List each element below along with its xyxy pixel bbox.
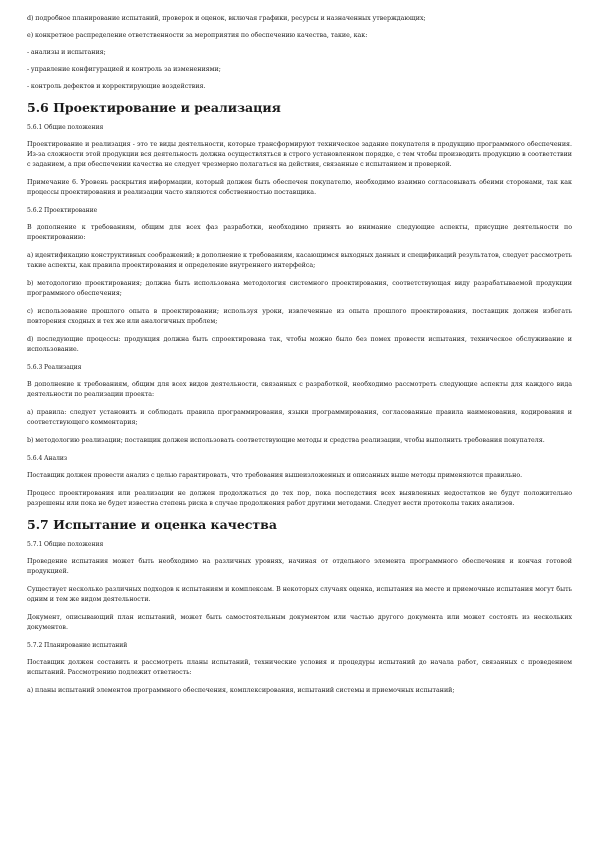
note-6: Примечание 6. Уровень раскрытия информации, который должен быть обеспечен покупателю, необходимо взаимно согласовывать обеими сторонами, так как процессы проектирования и реализации часто являются собственностью поставщика. bbox=[27, 179, 572, 196]
paragraph: Поставщик должен провести анализ с целью гарантировать, что требования вышеизложенных и описанных выше методы применяются правильно. bbox=[27, 472, 523, 479]
subsection-5-6-1-title: 5.6.1 Общие положения bbox=[27, 124, 104, 131]
subsection-5-7-1-title: 5.7.1 Общие положения bbox=[27, 541, 104, 548]
list-item-a: а) правила: следует установить и соблюдать правила программирования, языки программирования, согласованные правила наименования, кодирования и соответствующего комментария; bbox=[27, 409, 572, 426]
list-item-c: с) использование прошлого опыта в проектировании; используя уроки, извлеченные из опыта прошлого проектирования, поставщик должен избегать повторения сходных и тех же или аналогичных проблем; bbox=[27, 308, 572, 325]
document-page bbox=[27, 14, 572, 704]
section-5-7-heading: 5.7 Испытание и оценка качества bbox=[27, 517, 277, 532]
list-item-a: а) планы испытаний элементов программного обеспечения, комплексирования, испытаний системы и приемочных испытаний; bbox=[27, 687, 455, 694]
paragraph: Существует несколько различных подходов к испытаниям и комплексам. В некоторых случаях оценка, испытания на месте и приемочные испытания могут быть одним и тем же видом деятельности. bbox=[27, 586, 572, 603]
subsection-5-6-4-title: 5.6.4 Анализ bbox=[27, 455, 68, 462]
subsection-5-6-2-title: 5.6.2 Проектирование bbox=[27, 207, 98, 214]
paragraph: Поставщик должен составить и рассмотреть планы испытаний, технические условия и процедуры испытаний до начала работ, связанных с проведением испытаний. Рассмотрению подлежит ответность: bbox=[27, 659, 572, 676]
paragraph: Проведение испытания может быть необходимо на различных уровнях, начиная от отдельного элемента программного обеспечения и кончая готовой продукцией. bbox=[27, 558, 572, 575]
bullet-configuration: - управление конфигурацией и контроль за изменениями; bbox=[27, 66, 221, 73]
subsection-5-7-2-title: 5.7.2 Планирование испытаний bbox=[27, 642, 128, 649]
paragraph: В дополнение к требованиям, общим для всех фаз разработки, необходимо принять во внимание следующие аспекты, присущие деятельности по проектированию: bbox=[27, 224, 572, 241]
paragraph: В дополнение к требованиям, общим для всех видов деятельности, связанных с разработкой, необходимо рассмотреть следующие аспекты для каждого вида деятельности по реализации проекта: bbox=[27, 381, 572, 398]
subsection-5-6-3-title: 5.6.3 Реализация bbox=[27, 364, 82, 371]
item-d: d) подробное планирование испытаний, проверок и оценок, включая графики, ресурсы и назначенных утверждающих; bbox=[27, 15, 426, 22]
list-item-b: b) методологию проектирования; должна быть использована методология системного проектирования, соответствующая виду разрабатываемой продукции программного обеспечения; bbox=[27, 280, 572, 297]
paragraph: Документ, описывающий план испытаний, может быть самостоятельным документом или частью другого документа или может состоять из нескольких документов. bbox=[27, 614, 572, 631]
bullet-analyses: - анализы и испытания; bbox=[27, 49, 106, 56]
list-item-b: b) методологию реализации; поставщик должен использовать соответствующие методы и средства реализации, чтобы выполнить требования покупателя. bbox=[27, 437, 545, 444]
paragraph: Проектирование и реализация - это те виды деятельности, которые трансформируют техническое задание покупателя в продукцию программного обеспечения. Из-за сложности этой продукции вся деятельность должна осуществляться в строго установленном порядке, с тем чтобы производить продукцию в соответствии с заданием, а при обеспечении качества не следует чрезмерно полагаться на действия, связанные с испытанием и проверкой. bbox=[27, 141, 572, 168]
bullet-defects: - контроль дефектов и корректирующие воздействия. bbox=[27, 83, 206, 90]
paragraph: Процесс проектирования или реализации не должен продолжаться до тех пор, пока последствия всех выявленных недостатков не будут положительно разрешены или пока не будет известна степень риска в случае продолжения работ другими методами. Следует вести протоколы таких анализов. bbox=[27, 490, 572, 507]
section-5-6-heading: 5.6 Проектирование и реализация bbox=[27, 100, 281, 115]
list-item-d: d) последующие процессы: продукция должна быть спроектирована так, чтобы можно было без помех провести испытания, техническое обслуживание и использование. bbox=[27, 336, 572, 353]
item-e: е) конкретное распределение ответственности за мероприятия по обеспечению качества, такие, как: bbox=[27, 32, 368, 39]
list-item-a: а) идентификацию конструктивных соображений; в дополнение к требованиям, касающимся выходных данных и спецификаций результатов, следует рассмотреть такие аспекты, как правила проектирования и определение внутреннего интерфейса; bbox=[27, 252, 572, 269]
